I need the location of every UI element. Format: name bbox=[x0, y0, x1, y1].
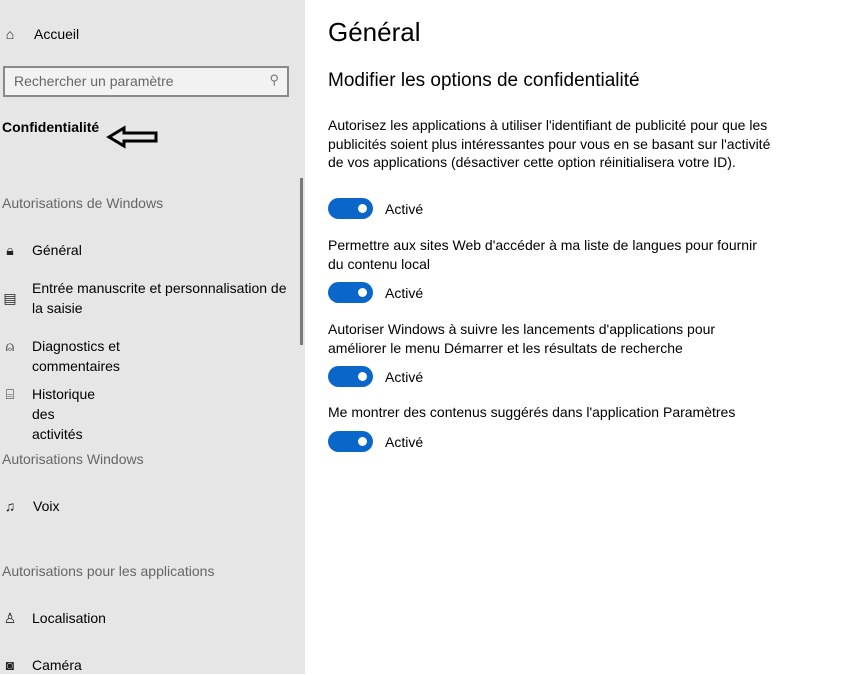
item-label: Général bbox=[32, 242, 82, 258]
suggested-content-toggle[interactable] bbox=[328, 431, 373, 452]
feedback-icon: ⍝ bbox=[5, 338, 15, 354]
option-description: Autorisez les applications à utiliser l'identifiant de publicité pour que les publicités soient plus intéressantes pour vous en se basant sur l'activité de vos applications (désactiver cette option réinitialisera votre ID). bbox=[328, 117, 771, 170]
option-description: Autoriser Windows à suivre les lancements d'applications pour améliorer le menu Démarrer et les résultats de recherche bbox=[328, 321, 716, 356]
item-label: Historique des activités bbox=[32, 386, 96, 442]
sidebar bbox=[0, 0, 305, 674]
option-description: Me montrer des contenus suggérés dans l'application Paramètres bbox=[328, 404, 736, 420]
camera-icon: ◙ bbox=[5, 657, 15, 673]
app-launch-tracking-toggle[interactable] bbox=[328, 366, 373, 387]
page-title: Général bbox=[328, 17, 421, 47]
lock-icon: 🔒︎ bbox=[6, 242, 14, 258]
item-label: Voix bbox=[33, 498, 60, 514]
toggle-state: Activé bbox=[385, 285, 424, 301]
location-icon: ♙ bbox=[3, 610, 17, 626]
arrow-left-icon bbox=[106, 125, 160, 149]
section-title: Confidentialité bbox=[2, 119, 100, 135]
item-label: Entrée manuscrite et personnalisation de la saisie bbox=[32, 280, 287, 316]
speech-icon: ♫ bbox=[4, 498, 16, 514]
home-label: Accueil bbox=[34, 26, 80, 42]
language-list-toggle[interactable] bbox=[328, 282, 373, 303]
page-subtitle: Modifier les options de confidentialité bbox=[328, 70, 640, 91]
timeline-icon: ⌸ bbox=[5, 386, 15, 402]
item-label: Localisation bbox=[32, 610, 106, 626]
toggle-state: Activé bbox=[385, 201, 424, 217]
scrollbar[interactable] bbox=[300, 178, 303, 345]
group-header: Autorisations Windows bbox=[2, 451, 144, 467]
option-description: Permettre aux sites Web d'accéder à ma liste de langues pour fournir du contenu local bbox=[328, 237, 757, 272]
home-icon: ⌂ bbox=[5, 26, 15, 42]
search-icon[interactable]: ⚲ bbox=[269, 72, 279, 87]
group-header: Autorisations pour les applications bbox=[2, 563, 215, 579]
item-label: Caméra bbox=[32, 657, 82, 673]
group-header: Autorisations de Windows bbox=[2, 195, 164, 211]
advertising-id-toggle[interactable] bbox=[328, 198, 373, 219]
toggle-state: Activé bbox=[385, 434, 424, 450]
toggle-state: Activé bbox=[385, 369, 424, 385]
item-label: Diagnostics et commentaires bbox=[32, 338, 120, 374]
search-placeholder: Rechercher un paramètre bbox=[14, 73, 174, 89]
search-input[interactable] bbox=[3, 66, 289, 97]
clipboard-icon: ▤ bbox=[3, 290, 17, 306]
